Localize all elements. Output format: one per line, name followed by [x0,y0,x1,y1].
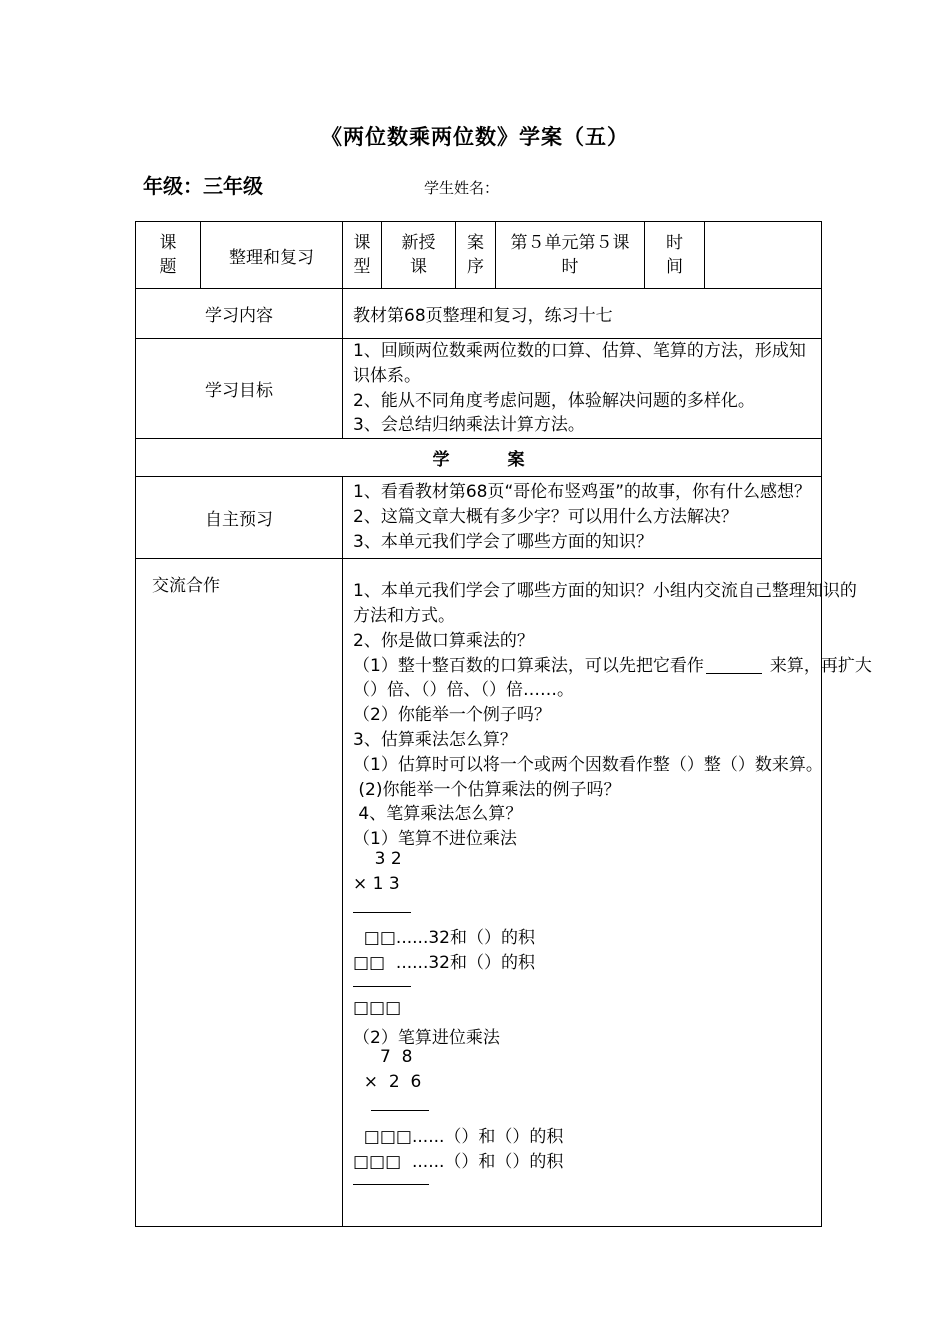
vertical-calc-multiplier: × 1 3 [353,873,400,894]
vertical-calc-partial: □□□......（）和（）的积 [353,1126,564,1147]
preview-list [343,477,822,559]
lesson-value-text: 整理和复习 [229,247,314,268]
exchange-line-with-blank [353,651,872,676]
time-value [705,222,822,289]
case-label [456,222,496,289]
time-label-text: 时 间 [666,233,683,277]
goals-label [136,339,343,439]
goal-item: 2、能从不同角度考虑问题，体验解决问题的多样化。 [353,390,755,411]
exchange-line: 2、你是做口算乘法的？ [353,630,534,651]
case-label-text: 案 序 [467,233,484,277]
case-value [496,222,645,289]
type-label-text: 课 型 [353,233,371,277]
case-value-text: 第５单元第５课 时 [510,233,630,277]
goals-label-value: 学习目标 [205,381,273,402]
exchange-line: 3、估算乘法怎么算？ [353,729,517,750]
content-label [136,289,343,339]
vertical-calc-rule [353,973,821,998]
goals-list [343,339,822,439]
vertical-calc-multiplicand: 3 2 [353,848,402,869]
exchange-label-text: 交流合作 [152,576,220,597]
type-value-text: 新授 课 [401,233,436,277]
vertical-calc-partial: □□......32和（）的积 [353,928,535,949]
content-row [136,289,822,339]
vertical-calc-rule [353,1097,821,1122]
goal-item: 3、会总结归纳乘法计算方法。 [353,415,585,436]
vertical-calc-partial: □□□ ......（）和（）的积 [353,1151,564,1172]
type-value [382,222,456,289]
exchange-line: （2）笔算进位乘法 [353,1027,500,1048]
exchange-row [136,559,822,1227]
fill-blank [706,655,762,674]
vertical-calc-rule [353,1171,821,1196]
vertical-calc-rule [353,899,821,924]
goal-item: 1、回顾两位数乘两位数的口算、估算、笔算的方法，形成知识体系。 [353,341,806,386]
section-heading-row [136,439,822,477]
preview-row [136,477,822,559]
exchange-label [136,559,343,1227]
time-label [645,222,705,289]
content-text [343,289,822,339]
preview-item: 1、看看教材第68页“哥伦布竖鸡蛋”的故事，你有什么感想？ [353,482,812,503]
exchange-line: 4、笔算乘法怎么算？ [353,804,523,825]
section-heading [136,439,822,477]
exchange-content [343,559,872,1227]
preview-item: 2、这篇文章大概有多少字？可以用什么方法解决？ [353,507,738,528]
header-row [136,222,822,289]
student-name-label: 学生姓名： [424,179,500,197]
content-label-text: 学习内容 [205,306,273,326]
exchange-line: 1、本单元我们学会了哪些方面的知识？小组内交流自己整理知识的 [353,581,857,602]
grade-label: 年级：三年级 [143,174,263,198]
goals-row [136,339,822,439]
exchange-line: （1）估算时可以将一个或两个因数看作整（）整（）数来算。 [353,754,823,775]
preview-label [136,477,343,559]
study-plan-table [135,221,872,1227]
preview-item: 3、本单元我们学会了哪些方面的知识？ [353,532,653,553]
vertical-calc-multiplier: × 2 6 [353,1072,422,1093]
vertical-calc-sum: □□□ [353,997,402,1018]
lesson-label-text: 课 题 [159,233,177,277]
vertical-calc-multiplicand: 7 8 [353,1047,413,1068]
preview-label-text: 自主预习 [205,510,273,531]
exchange-line: (2)你能举一个估算乘法的例子吗？ [353,779,621,800]
content-text-value: 教材第68页整理和复习，练习十七 [353,306,613,326]
document-title: 《两位数乘两位数》学案（五） [321,125,629,149]
exchange-line: （）倍、（）倍、（）倍……。 [353,680,574,701]
lesson-value [201,222,343,289]
exchange-text: （1）整十整百数的口算乘法，可以先把它看作 [353,655,704,676]
lesson-label [136,222,201,289]
section-heading-char: 学 [432,450,450,471]
exchange-line: （1）笔算不进位乘法 [353,829,517,850]
vertical-calc-partial: □□ ......32和（）的积 [353,953,535,974]
exchange-line: 方法和方式。 [353,605,455,626]
type-label [343,222,382,289]
exchange-text: 来算，再扩大 [769,655,872,676]
exchange-line: （2）你能举一个例子吗？ [353,705,551,726]
section-heading-char: 案 [507,450,525,471]
